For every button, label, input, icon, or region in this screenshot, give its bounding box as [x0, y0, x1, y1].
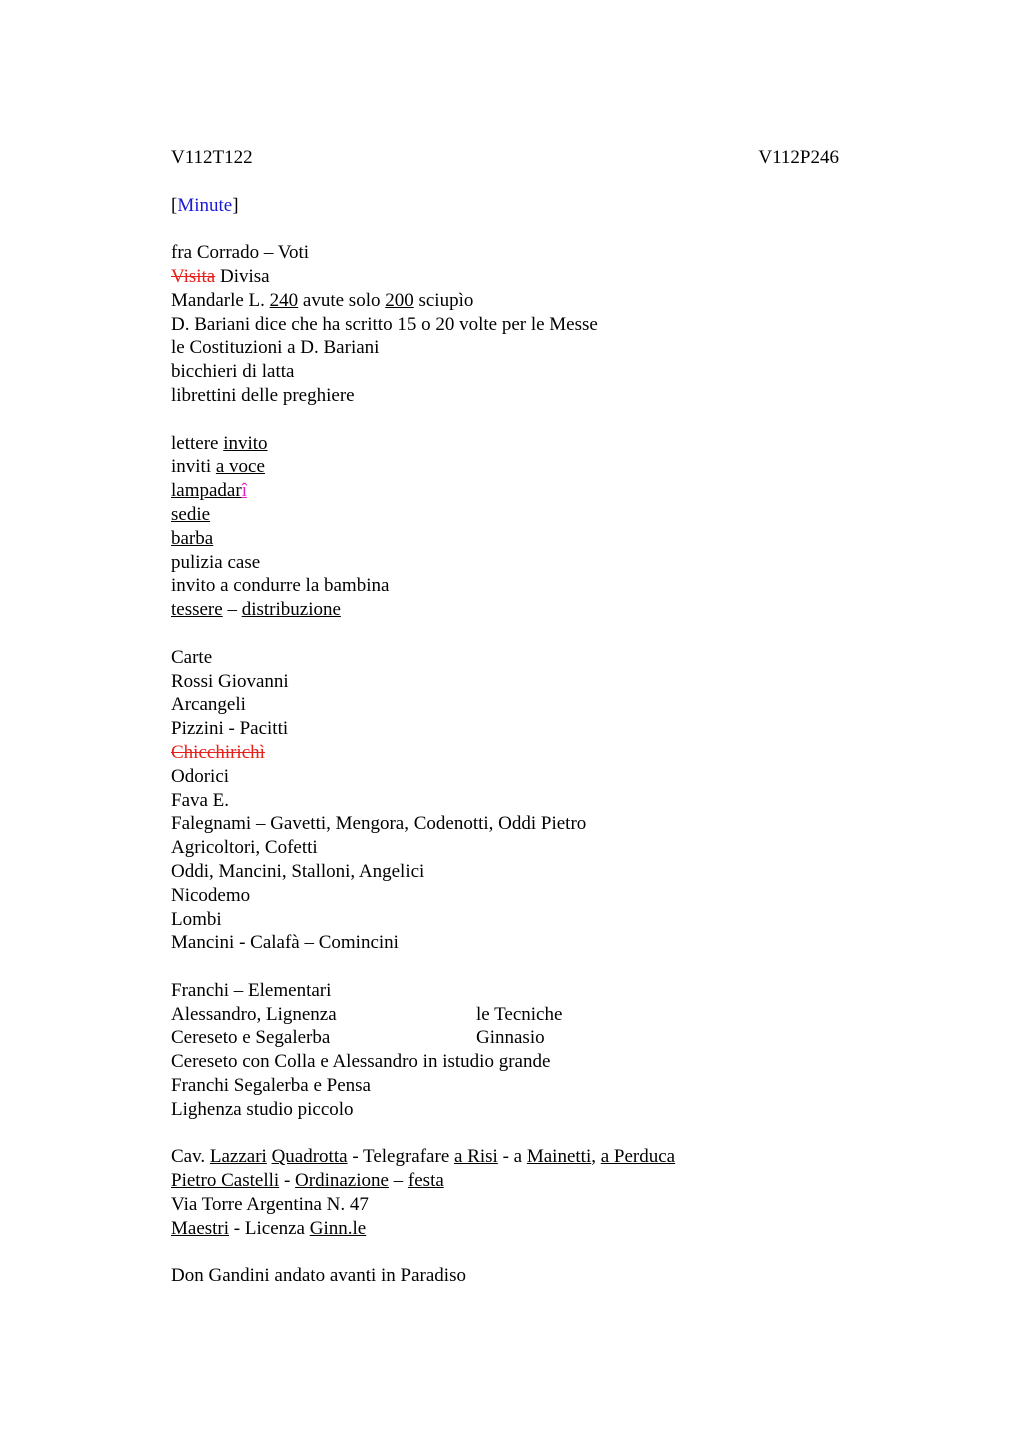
text-line: Visita Divisa — [171, 265, 270, 287]
underlined-text: invito — [223, 432, 268, 454]
text-line: pulizia case — [171, 551, 261, 573]
struck-text: Chicchirichì — [171, 741, 265, 763]
text-line: invito a condurre la bambina — [171, 575, 390, 597]
text-line: Pietro Castelli - Ordinazione – festa — [171, 1170, 444, 1192]
text-line: bicchieri di latta — [171, 361, 295, 383]
uncertain-mark: î — [241, 480, 247, 502]
text-line: Mandarle L. 240 avute solo 200 sciupìo — [171, 289, 474, 311]
notes-block-6 — [171, 1264, 839, 1288]
text-line: Rossi Giovanni — [171, 670, 289, 692]
text-line: Oddi, Mancini, Stalloni, Angelici — [171, 860, 425, 882]
struck-text: Visita — [171, 265, 216, 287]
text-line — [171, 527, 839, 551]
underlined-text: 240 — [269, 289, 299, 311]
notes-block-5 — [171, 1145, 839, 1240]
text-line: librettini delle preghiere — [171, 384, 355, 406]
underlined-text: Ordinazione — [295, 1170, 389, 1192]
text-line: Mancini - Calafà – Comincini — [171, 932, 399, 954]
text-line: Don Gandini andato avanti in Paradiso — [171, 1265, 466, 1287]
text-line: Lombi — [171, 908, 222, 930]
text-line: Franchi Segalerba e Pensa — [171, 1075, 371, 1097]
underlined-text: a voce — [215, 456, 265, 478]
text-line: Franchi – Elementari — [171, 979, 332, 1001]
underlined-text: Lazzari — [209, 1146, 267, 1168]
notes-block-4 — [171, 979, 839, 1122]
underlined-text: festa — [407, 1170, 444, 1192]
text-line: Cereseto e Segalerba Ginnasio — [171, 1027, 545, 1049]
text-line: tessere – distribuzione — [171, 599, 341, 621]
text-line: inviti a voce — [171, 456, 265, 478]
underlined-text: tessere — [171, 599, 223, 621]
text-line — [171, 503, 839, 527]
text-line: D. Bariani dice che ha scritto 15 o 20 volte per le Messe — [171, 313, 598, 335]
text-line: Cereseto con Colla e Alessandro in istudio grande — [171, 1051, 551, 1073]
underlined-text: lampadar — [171, 480, 242, 502]
underlined-text: Pietro Castelli — [171, 1170, 280, 1192]
text-line: Via Torre Argentina N. 47 — [171, 1194, 369, 1216]
text-line: le Costituzioni a D. Bariani — [171, 337, 380, 359]
underlined-text: barba — [171, 527, 214, 549]
text-line: Cav. Lazzari Quadrotta - Telegrafare a Risi - a Mainetti, a Perduca — [171, 1146, 676, 1168]
text-line: Maestri - Licenza Ginn.le — [171, 1217, 367, 1239]
document-header — [171, 146, 839, 170]
right-column-text: le Tecniche — [476, 1003, 563, 1025]
text-line: Lighenza studio piccolo — [171, 1098, 354, 1120]
text-line: Fava E. — [171, 789, 230, 811]
text-line: Falegnami – Gavetti, Mengora, Codenotti, Oddi Pietro — [171, 813, 587, 835]
document-page — [171, 146, 839, 1288]
notes-block-2 — [171, 432, 839, 622]
underlined-text: 200 — [385, 289, 414, 311]
notes-block-1 — [171, 241, 839, 408]
text-line: Agricoltori, Cofetti — [171, 837, 318, 859]
text-line — [171, 741, 839, 765]
underlined-text: Quadrotta — [271, 1146, 348, 1168]
text-line: Carte — [171, 646, 213, 668]
right-column-text: Ginnasio — [476, 1027, 545, 1049]
header-code-left: V112T122 — [171, 147, 253, 168]
minute-tag-label: Minute — [177, 194, 233, 216]
underlined-text: Maestri — [171, 1217, 230, 1239]
underlined-text: sedie — [171, 503, 211, 525]
text-line — [171, 479, 839, 503]
document-tag: [Minute] — [171, 194, 239, 216]
text-line: Odorici — [171, 765, 230, 787]
text-line: Alessandro, Lignenza le Tecniche — [171, 1003, 563, 1025]
underlined-text: a Perduca — [600, 1146, 676, 1168]
underlined-text: Ginn.le — [309, 1217, 367, 1239]
notes-block-3 — [171, 646, 839, 955]
header-code-right: V112P246 — [758, 147, 839, 168]
underlined-text: Mainetti — [526, 1146, 592, 1168]
text-line: fra Corrado – Voti — [171, 242, 310, 264]
underlined-text: distribuzione — [241, 599, 341, 621]
text-line: Nicodemo — [171, 884, 251, 906]
text-line: Arcangeli — [171, 694, 246, 716]
text-line: lettere invito — [171, 432, 268, 454]
underlined-text: a Risi — [454, 1146, 498, 1168]
text-line: Pizzini - Pacitti — [171, 718, 289, 740]
